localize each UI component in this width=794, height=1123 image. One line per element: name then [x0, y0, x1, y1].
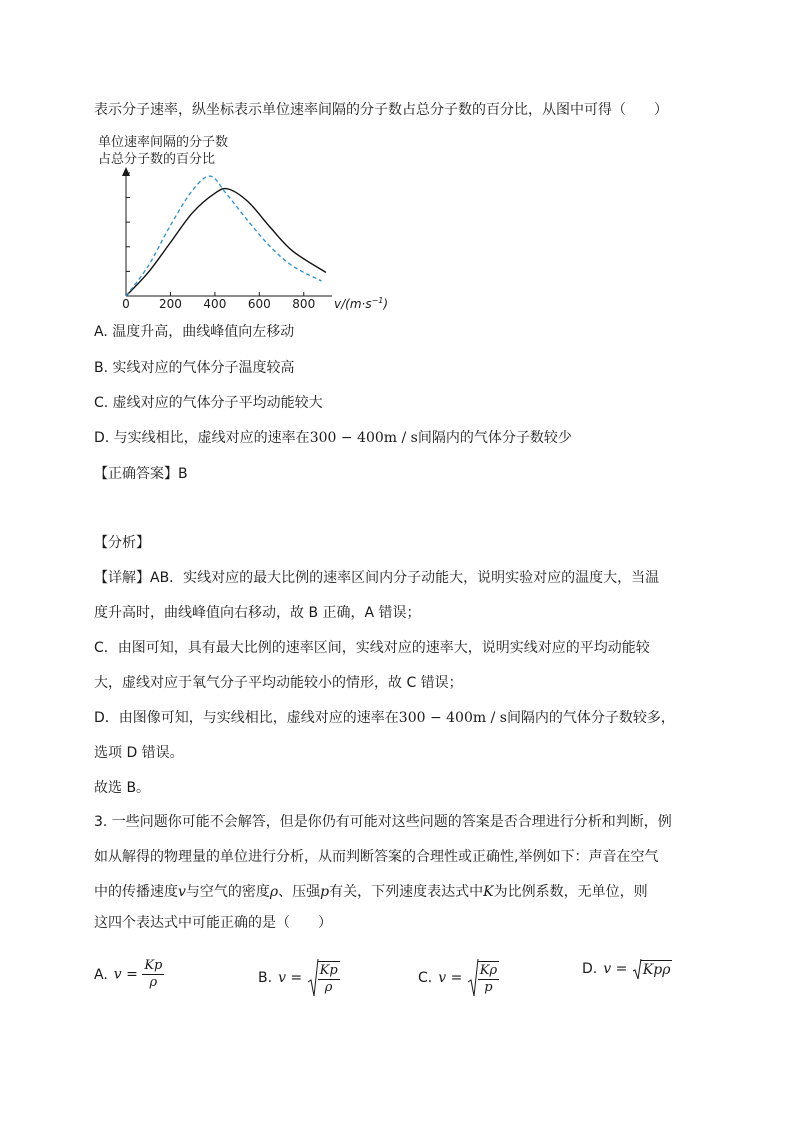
q3-line-1: 3. 一些问题你可能不会解答，但是你仍有可能对这些问题的答案是否合理进行分析和判断，例: [94, 814, 672, 830]
y-axis-arrow: [122, 167, 130, 176]
x-tick-label: 600: [247, 297, 271, 311]
detail-line-5: [94, 708, 675, 728]
detail-d-range: 300 − 400m / s: [398, 710, 507, 726]
q3-option-d-sqrt: Kpρ: [632, 958, 673, 980]
x-tick-label: 800: [292, 297, 316, 311]
q3-option-a-label: A.: [94, 966, 108, 983]
dashed-curve: [126, 176, 322, 296]
q3-text-c: 、压强: [278, 884, 321, 900]
option-d-range: 300 − 400m / s: [309, 430, 418, 446]
option-b: B. 实线对应的气体分子温度较高: [94, 360, 295, 376]
q3-option-c-sqrt: $\frac{K\rho}{p}$: [467, 958, 499, 998]
var-p: p: [320, 884, 330, 900]
x-tick-label: 200: [158, 297, 182, 311]
q3-line-3: [94, 882, 648, 902]
var-rho: ρ: [269, 884, 279, 900]
option-a: A. 温度升高，曲线峰值向左移动: [94, 324, 295, 340]
q3-text-d: 有关，下列速度表达式中: [329, 884, 484, 900]
chart-ylabel-line2: 占总分子数的百分比: [98, 152, 216, 167]
detail-line-6: 选项 D 错误。: [94, 745, 184, 761]
detail-line-4: 大，虚线对应于氧气分子平均动能较小的情形，故 C 错误；: [94, 675, 463, 691]
velocity-distribution-chart: [94, 130, 394, 315]
q3-option-c-label: C.: [418, 970, 433, 986]
q3-text-b: 与空气的密度: [185, 884, 270, 900]
q3-option-a-fraction: $\frac{Kp}{\rho}$: [144, 958, 163, 990]
q3-line-2: 如从解得的物理量的单位进行分析，从而判断答案的合理性或正确性,举例如下：声音在空气: [94, 849, 659, 865]
q3-option-c: [418, 958, 499, 994]
detail-line-2: 度升高时，曲线峰值向右移动，故 B 正确，A 错误；: [94, 605, 421, 621]
option-d: [94, 428, 572, 448]
q3-option-a: [94, 958, 164, 994]
q3-option-d-label: D.: [582, 961, 598, 977]
q3-option-b-lhs: v =: [278, 970, 303, 986]
q3-option-d: [582, 958, 672, 994]
option-d-suffix: 间隔内的气体分子数较少: [417, 430, 572, 446]
q3-option-b-label: B.: [258, 970, 273, 986]
conclusion-line: 故选 B。: [94, 780, 151, 796]
solid-curve: [126, 189, 326, 296]
q3-option-b: [258, 958, 340, 994]
option-d-prefix: D. 与实线相比，虚线对应的速率在: [94, 430, 310, 446]
detail-d-suffix: 间隔内的气体分子数较多，: [506, 710, 675, 726]
detail-line-1: 【详解】AB．实线对应的最大比例的速率区间内分子动能大，说明实验对应的温度大，当温: [94, 570, 660, 586]
option-c: C. 虚线对应的气体分子平均动能较大: [94, 395, 323, 411]
detail-line-3: C．由图可知，具有最大比例的速率区间，实线对应的速率大，说明实线对应的平均动能较: [94, 640, 650, 656]
q3-text-a: 中的传播速度: [94, 884, 178, 900]
q3-option-a-lhs: v =: [113, 966, 138, 983]
question-intro-line: 表示分子速率，纵坐标表示单位速率间隔的分子数占总分子数的百分比，从图中可得（ ）: [94, 102, 668, 118]
var-k: K: [483, 884, 494, 900]
var-v: v: [178, 884, 186, 900]
q3-option-d-lhs: v =: [603, 961, 628, 977]
q3-line-4: 这四个表达式中可能正确的是（ ）: [94, 915, 332, 931]
detail-d-prefix: D．由图像可知，与实线相比，虚线对应的速率在: [94, 710, 399, 726]
x-axis-label: $v/(m\cdot s^{-1})$: [334, 296, 389, 311]
analysis-title: 【分析】: [94, 535, 150, 551]
chart-ylabel-line1: 单位速率间隔的分子数: [98, 135, 229, 150]
q3-option-b-sqrt: $\frac{Kp}{\rho}$: [307, 958, 340, 998]
q3-text-e: 为比例系数，无单位，则: [493, 884, 648, 900]
answer-line: 【正确答案】B: [94, 466, 188, 482]
x-tick-label: 400: [203, 297, 227, 311]
q3-option-c-lhs: v =: [438, 970, 463, 986]
x-tick-label: 0: [122, 297, 130, 311]
